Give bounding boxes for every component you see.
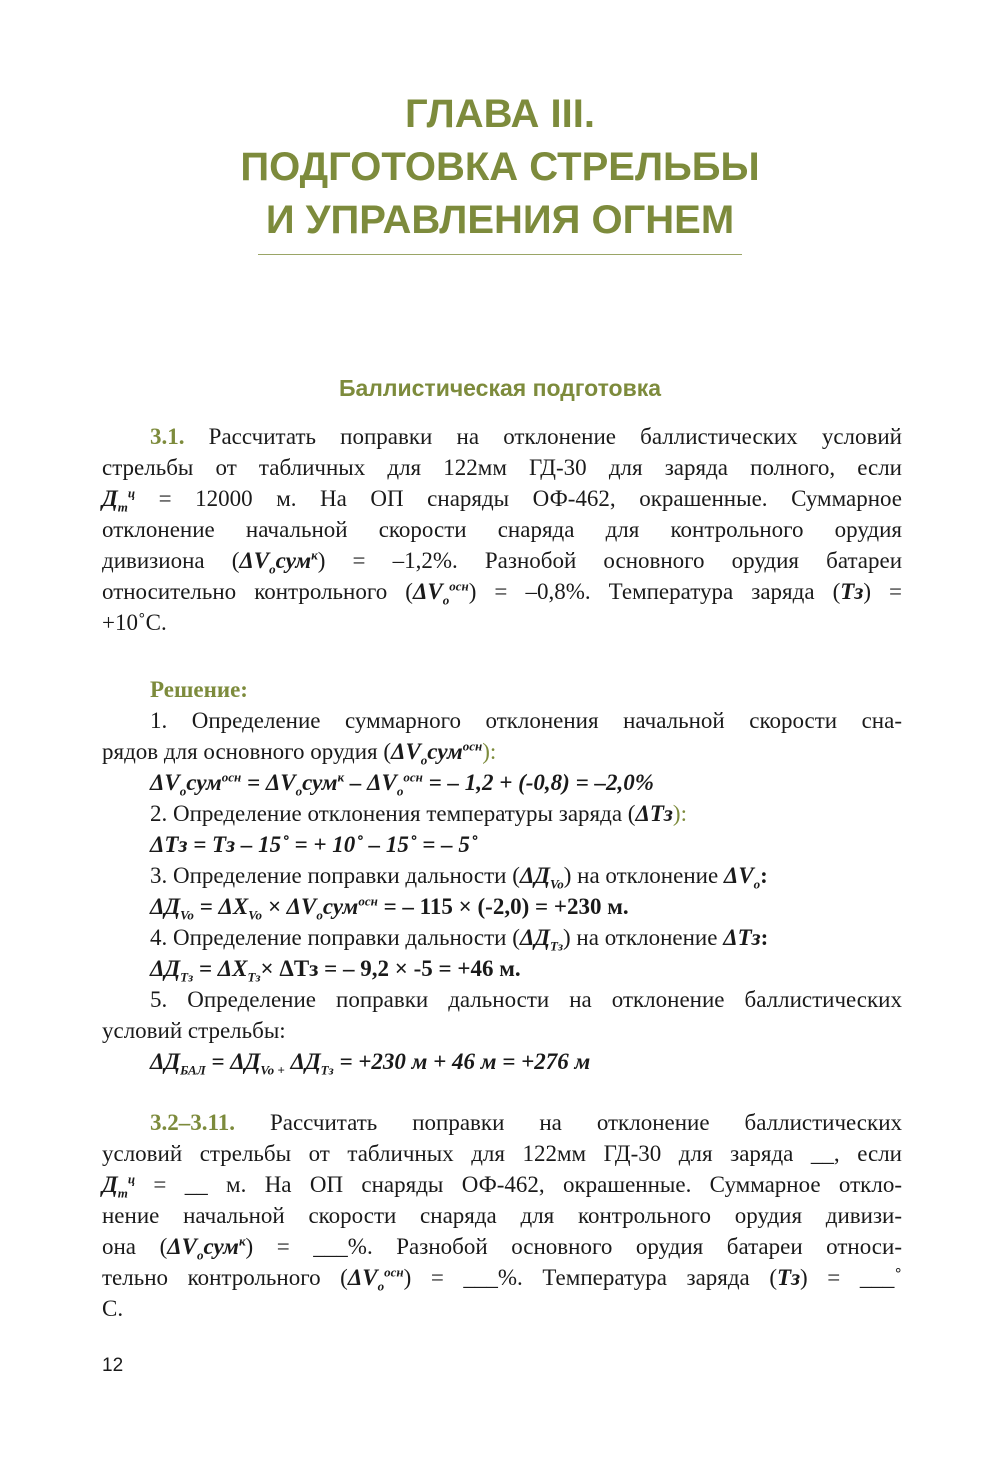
formula-4: $\Delta Д_{Тз} = \Delta X_{Тз}\times \Delta Тз$ = – 9,2 × -5 = +46 м. [150,956,521,985]
task-number: 3.2–3.11. [150,1110,235,1135]
task-number: 3.1. [150,424,185,449]
chapter-title-line-1: ГЛАВА III. [405,92,595,136]
formula-5: $\Delta Д_{БАЛ} = \Delta Д_{Vo +}$ $\Delta Д_{Тз} = +230$ м + 46 м = +276 м [150,1049,591,1078]
chapter-title [0,88,1000,247]
formula-3: $\Delta Д_{Vo} = \Delta X_{Vo} \times \Delta V_oсум^{осн}$ = – 115 × (-2,0) = +230 м. [150,893,629,923]
solution-title: Решение: [150,677,248,702]
solution: Решение: 1. Определение суммарного отклонения начальной скорости сна- рядов для основного орудия $(\Delta V_oсум^{осн})$: $\Delta V_oсум^{осн} = \Delta V_oсум^к - \Delta V_o^{осн}$ = – 1,2 + (-0,8) = –2,0% 2. Определение отклонения температуры заряда (ΔТз): ΔТз = Тз – 15˚ = + 10˚ – 15˚ = – 5˚ 3. Определение поправки дальности $(\Delta Д_{Vo})$ на отклонение $\Delta V_o$: $\Delta Д_{Vo} = \Delta X_{Vo} \times \Delta V_oсум^{осн}$ = – 115 × (-2,0) = +230 м. 4. Определение поправки дальности $(\Delta Д_{Тз})$ на отклонение ΔТз: $\Delta Д_{Тз} = \Delta X_{Тз}\times \Delta Тз$ = – 9,2 × -5 = +46 м. 5. Определение поправки дальности на отклонение баллистических условий стрельбы: $\Delta Д_{БАЛ} = \Delta Д_{Vo +}$ $\Delta Д_{Тз} = +230$ м + 46 м = +276 м [102,674,902,1077]
task-3-2-3-11: 3.2–3.11. Рассчитать поправки на отклонение баллистических условий стрельбы от табличных для 122мм ГД-30 для заряда __, если $Д_т^ц$ = __ м. На ОП снаряды ОФ-462, окрашенные. Суммарное откло- нение начальной скорости снаряда для контрольного орудия дивизи- она $(\Delta V_oсум^к)$ = ___%. Разнобой основного орудия батареи относи- тельно контрольного $(\Delta V_o^{осн})$ = ___%. Температура заряда (Тз) = ___˚ С. [102,1110,902,1321]
task-3-1: 3.1. Рассчитать поправки на отклонение баллистических условий стрельбы от табличных для 122мм ГД-30 для заряда полного, если $Д_т^ц = 12000$ м. На ОП снаряды ОФ-462, окрашенные. Суммарное отклонение начальной скорости снаряда для контрольного орудия дивизиона $(\Delta V_oсум^к) = -1,2\%$. Разнобой основного орудия батареи относительно контрольного $(\Delta V_o^{осн}) = -0,8\%$. Температура заряда (Тз) = +10˚С. [102,424,903,635]
chapter-title-line-3: И УПРАВЛЕНИЯ ОГНЕМ [265,198,735,242]
chapter-title-line-2: ПОДГОТОВКА СТРЕЛЬБЫ [240,145,760,189]
page-number: 12 [102,1355,124,1376]
section-title: Баллистическая подготовка [338,375,662,401]
formula-2: ΔТз = Тз – 15˚ = + 10˚ – 15˚ = – 5˚ [150,832,478,857]
title-divider [258,254,742,255]
formula-1: $\Delta V_oсум^{осн} = \Delta V_oсум^к - \Delta V_o^{осн}$ = – 1,2 + (-0,8) = –2,0% [150,769,654,799]
